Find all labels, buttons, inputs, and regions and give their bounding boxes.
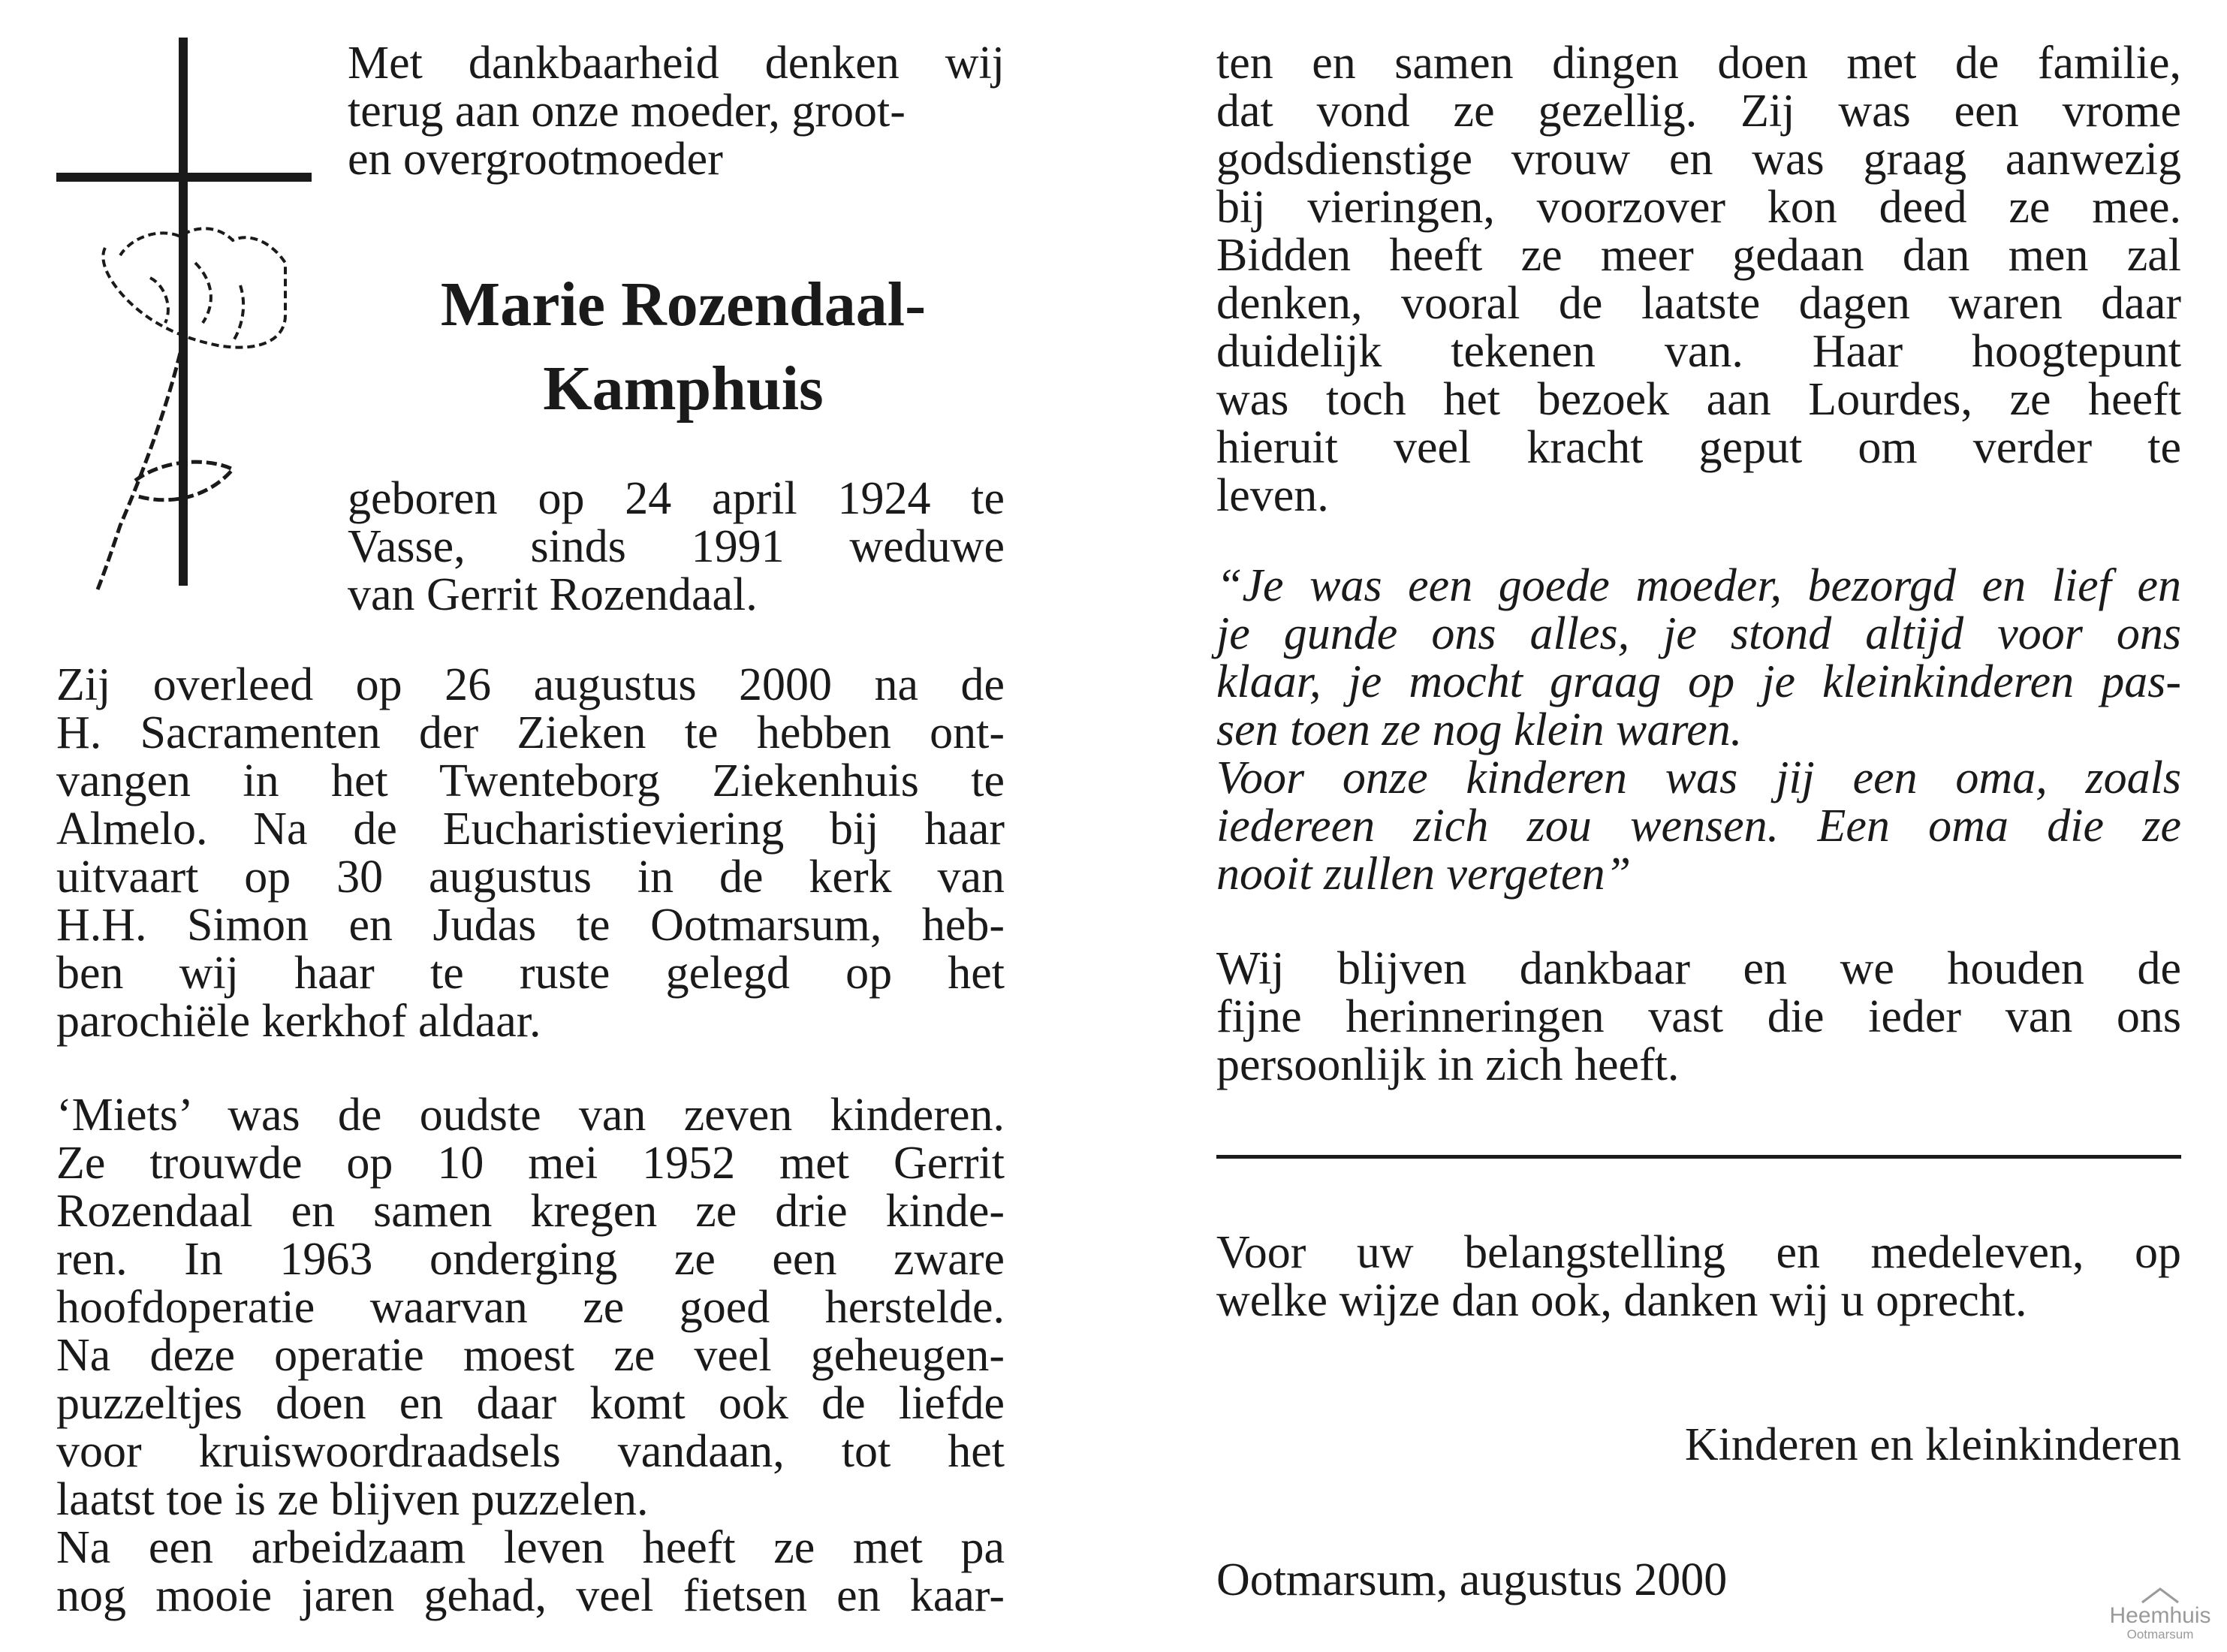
thanks-paragraph — [1216, 1228, 2181, 1325]
life-line: hoofdoperatie waarvan ze goed herstelde. — [56, 1282, 1005, 1333]
life-line: Ze trouwde op 10 mei 1952 met Gerrit — [56, 1138, 1005, 1189]
thanks-line: welke wijze dan ook, danken wij u oprecht. — [1216, 1275, 2027, 1326]
quote-line: nooit zullen vergeten” — [1216, 849, 1632, 900]
quote-line: “Je was een goede moeder, bezorgd en lief en — [1216, 560, 2181, 611]
life-line: ‘Miets’ was de oudste van zeven kinderen. — [56, 1090, 1005, 1141]
deceased-name — [345, 263, 1021, 431]
quote-line: je gunde ons alles, je stond altijd voor ons — [1216, 608, 2181, 659]
birth-line: geboren op 24 april 1924 te — [348, 473, 1005, 524]
life-line: puzzeltjes doen en daar komt ook de liefde — [56, 1378, 1005, 1429]
intro-line: terug aan onze moeder, groot- — [348, 86, 906, 137]
intro-text — [348, 39, 1005, 183]
cross-with-lily-icon — [45, 38, 315, 608]
closing-line: Wij blijven dankbaar en we houden de — [1216, 943, 2181, 994]
life-line: ren. In 1963 onderging ze een zware — [56, 1234, 1005, 1285]
logo-sub: Ootmarsum — [2126, 1627, 2194, 1641]
continued-line: hieruit veel kracht geput om verder te — [1216, 422, 2181, 473]
life-line: nog mooie jaren gehad, veel fietsen en kaar- — [56, 1570, 1005, 1621]
life-line: Na een arbeidzaam leven heeft ze met pa — [56, 1522, 1005, 1573]
continued-line: was toch het bezoek aan Lourdes, ze heeft — [1216, 374, 2181, 425]
quote-line: klaar, je mocht graag op je kleinkinderen pas- — [1216, 656, 2181, 707]
birth-line: Vasse, sinds 1991 weduwe — [348, 521, 1005, 572]
signature — [1216, 1421, 2181, 1469]
closing-paragraph — [1216, 945, 2181, 1089]
place-date-text: Ootmarsum, augustus 2000 — [1216, 1554, 1728, 1605]
intro-line: Met dankbaarheid denken wij — [348, 38, 1005, 89]
name-line: Kamphuis — [543, 354, 824, 424]
death-line: ben wij haar te ruste gelegd op het — [56, 948, 1005, 999]
death-line: Zij overleed op 26 augustus 2000 na de — [56, 659, 1005, 710]
closing-line: persoonlijk in zich heeft. — [1216, 1039, 1680, 1090]
continued-line: Bidden heeft ze meer gedaan dan men zal — [1216, 230, 2181, 281]
death-line: parochiële kerkhof aldaar. — [56, 996, 541, 1047]
logo-main: Heemhuis — [2109, 1603, 2211, 1628]
life-line: voor kruiswoordraadsels vandaan, tot het — [56, 1426, 1005, 1477]
death-line: Almelo. Na de Eucharistieviering bij haar — [56, 803, 1005, 855]
closing-line: fijne herinneringen vast die ieder van ons — [1216, 991, 2181, 1042]
thanks-line: Voor uw belangstelling en medeleven, op — [1216, 1227, 2181, 1278]
birth-line: van Gerrit Rozendaal. — [348, 569, 758, 620]
place-date — [1216, 1556, 1967, 1604]
life-paragraph — [56, 1091, 1005, 1620]
heemhuis-logo — [2104, 1586, 2216, 1641]
death-line: uitvaart op 30 augustus in de kerk van — [56, 852, 1005, 903]
quote-line: iedereen zich zou wensen. Een oma die ze — [1216, 800, 2181, 852]
life-line: Rozendaal en samen kregen ze drie kinde- — [56, 1186, 1005, 1237]
house-icon — [2138, 1586, 2183, 1604]
continued-line: ten en samen dingen doen met de familie, — [1216, 38, 2181, 89]
quote-line: Voor onze kinderen was jij een oma, zoals — [1216, 752, 2181, 803]
divider — [1216, 1155, 2181, 1159]
birth-text — [348, 475, 1005, 619]
continued-line: bij vieringen, voorzover kon deed ze mee. — [1216, 182, 2181, 233]
continued-line: godsdienstige vrouw en was graag aanwezig — [1216, 134, 2181, 185]
intro-line: en overgrootmoeder — [348, 134, 723, 185]
continued-line: dat vond ze gezellig. Zij was een vrome — [1216, 86, 2181, 137]
life-line: Na deze operatie moest ze veel geheugen- — [56, 1330, 1005, 1381]
death-line: H. Sacramenten der Zieken te hebben ont- — [56, 707, 1005, 758]
death-paragraph — [56, 661, 1005, 1045]
death-line: H.H. Simon en Judas te Ootmarsum, heb- — [56, 900, 1005, 951]
continued-paragraph — [1216, 39, 2181, 520]
name-line: Marie Rozendaal- — [440, 270, 927, 339]
quote-paragraph — [1216, 562, 2181, 898]
signature-text: Kinderen en kleinkinderen — [1684, 1419, 2181, 1470]
continued-line: duidelijk tekenen van. Haar hoogtepunt — [1216, 326, 2181, 377]
continued-line: denken, vooral de laatste dagen waren daar — [1216, 278, 2181, 329]
quote-line: sen toen ze nog klein waren. — [1216, 704, 1743, 755]
death-line: vangen in het Twenteborg Ziekenhuis te — [56, 755, 1005, 806]
life-line: laatst toe is ze blijven puzzelen. — [56, 1474, 649, 1525]
continued-line: leven. — [1216, 470, 1329, 521]
